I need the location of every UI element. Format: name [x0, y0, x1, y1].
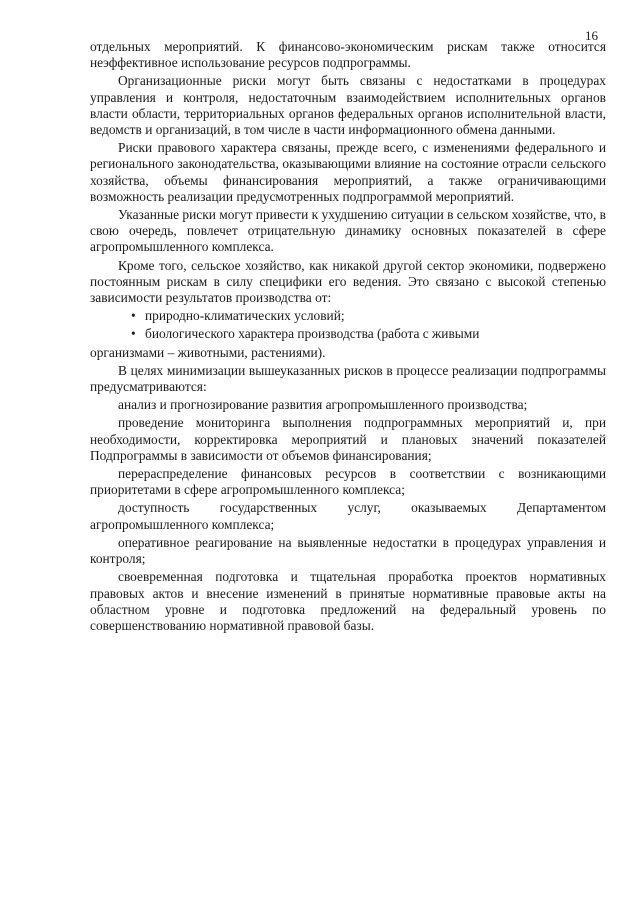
document-body [90, 39, 606, 636]
paragraph-risk-minimization: В целях минимизации вышеуказанных рисков в процессе реализации подпрограммы предусматриваются: [90, 362, 606, 395]
paragraph-legal-risks: Риски правового характера связаны, прежде всего, с изменениями федерального и регионального законодательства, оказывающими влияние на состояние отрасли сельского хозяйства, объемы финансирования мероприятий, а также ограничивающими возможность реализации предусмотренных подпрограммой мероприятий. [90, 140, 606, 204]
paragraph-analysis-forecast: анализ и прогнозирование развития агропромышленного производства; [118, 397, 528, 413]
bullet-continuation-biological: организмами – животными, растениями). [90, 344, 326, 360]
paragraph-organizational-risks: Организационные риски могут быть связаны с недостатками в процедурах управления и контроля, недостаточным взаимодействием исполнительных органов власти области, территориальных органов федеральных органов исполнительной власти, ведомств и организаций, в том числе в части информационного обмена данными. [90, 73, 606, 138]
paragraph-risk-consequences: Указанные риски могут привести к ухудшению ситуации в сельском хозяйстве, что, в свою очередь, повлечет отрицательную динамику основных показателей в сфере агропромышленного комплекса. [90, 207, 606, 255]
bullet-text-biological: биологического характера производства (работа с живыми [145, 326, 480, 342]
paragraph-operational-response: оперативное реагирование на выявленные недостатки в процедурах управления и контроля; [90, 534, 606, 567]
paragraph-monitoring: проведение мониторинга выполнения подпрограммных мероприятий и, при необходимости, корректировка мероприятий и плановых значений показателей Подпрограммы в зависимости от объемов финансирования; [90, 415, 606, 463]
bullet-item-climate [90, 308, 606, 324]
bullet-marker: • [131, 326, 136, 342]
bullet-item-biological [90, 326, 606, 342]
bullet-text-climate: природно-климатических условий; [145, 308, 345, 324]
paragraph-service-availability: доступность государственных услуг, оказываемых Департаментом агропромышленного комплекса; [90, 500, 606, 532]
bullet-marker: • [131, 308, 136, 324]
paragraph-legal-acts: своевременная подготовка и тщательная проработка проектов нормативных правовых актов и внесение изменений в принятые нормативные правовые акты на областном уровне и подготовка предложений на федеральный уровень по совершенствованию нормативной правовой базы. [90, 569, 606, 633]
page-number: 16 [585, 28, 598, 43]
paragraph-financial-risks-end: отдельных мероприятий. К финансово-экономическим рискам также относится неэффективное использование ресурсов подпрограммы. [90, 39, 606, 71]
paragraph-resource-redistribution: перераспределение финансовых ресурсов в соответствии с возникающими приоритетами в сфере агропромышленного комплекса; [90, 466, 606, 498]
paragraph-agriculture-risks: Кроме того, сельское хозяйство, как никакой другой сектор экономики, подвержено постоянным рискам в силу специфики его ведения. Это связано с высокой степенью зависимости результатов производства от: [90, 257, 606, 306]
